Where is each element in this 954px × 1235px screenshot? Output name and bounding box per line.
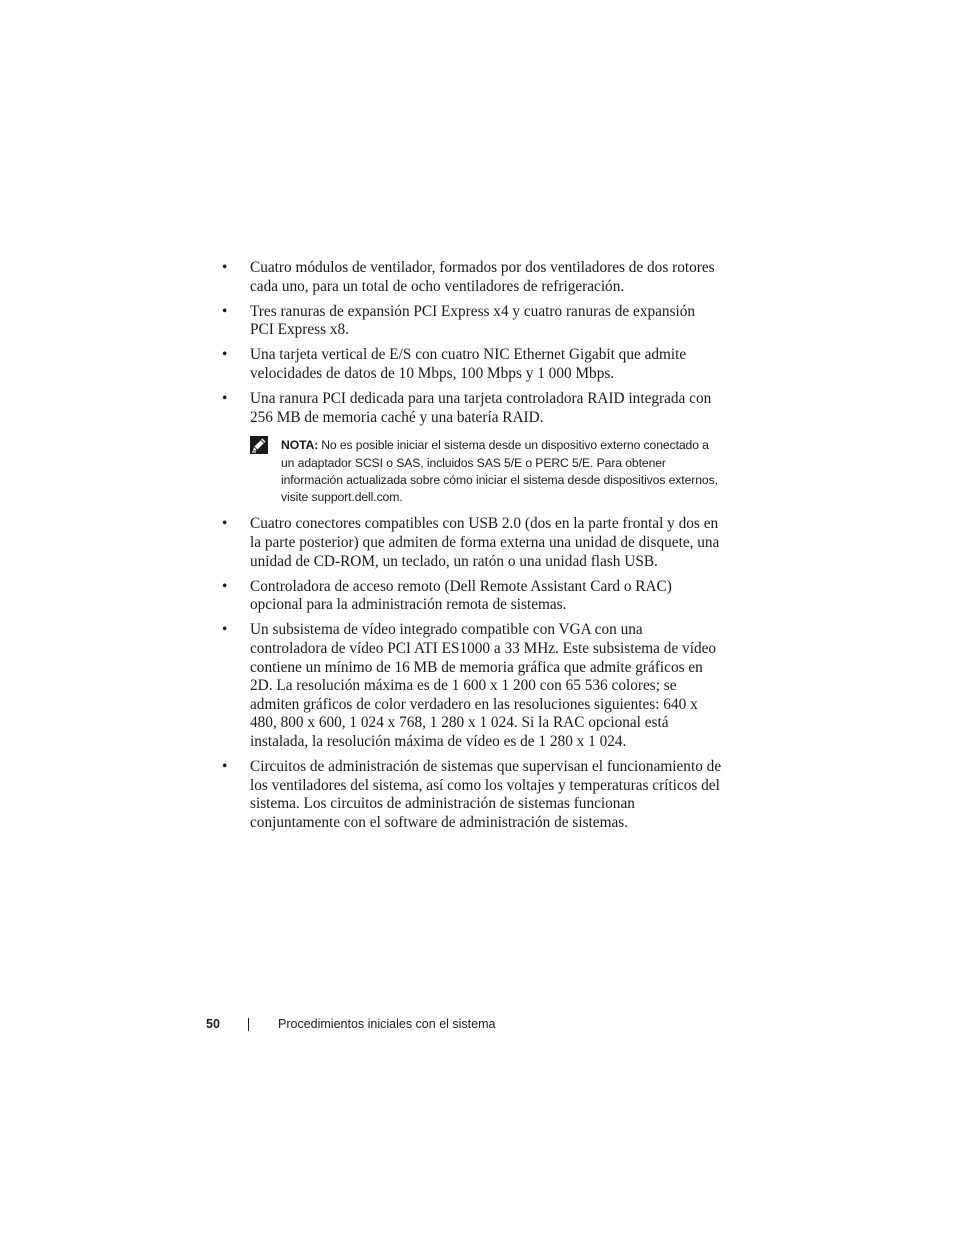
footer-section-title: Procedimientos iniciales con el sistema <box>278 1017 496 1031</box>
note-text: No es posible iniciar el sistema desde un dispositivo externo conectado a un adaptador SCSI o SAS, incluidos SAS 5/E o PERC 5/E. Para obtener información actualizada sobre cómo iniciar el sistema desde dispositivos externos, visite <box>281 438 718 505</box>
list-item-text: Cuatro módulos de ventilador, formados por dos ventiladores de dos rotores cada uno, para un total de ocho ventiladores de refrigeración. <box>250 259 715 295</box>
list-item <box>222 259 722 296</box>
support-link[interactable]: support.dell.com <box>311 490 400 505</box>
list-item <box>222 515 722 571</box>
bullet-marker: • <box>222 577 228 595</box>
footer-separator <box>248 1018 249 1031</box>
list-item <box>222 346 722 383</box>
list-item <box>222 621 722 751</box>
list-item <box>222 390 722 427</box>
list-item <box>222 758 722 832</box>
bullet-marker: • <box>222 390 228 408</box>
list-item-text: Controladora de acceso remoto (Dell Remote Assistant Card o RAC) opcional para la administración remota de sistemas. <box>250 577 672 614</box>
list-item-text: Una tarjeta vertical de E/S con cuatro NIC Ethernet Gigabit que admite velocidades de datos de 10 Mbps, 100 Mbps y 1 000 Mbps. <box>250 346 687 382</box>
main-content <box>222 259 722 839</box>
bullet-marker: • <box>222 346 228 364</box>
bullet-marker: • <box>222 259 228 276</box>
bullet-marker: • <box>222 515 228 533</box>
note-pencil-icon <box>249 435 269 455</box>
list-item-text: Cuatro conectores compatibles con USB 2.0 (dos en la parte frontal y dos en la parte posterior) que admiten de forma externa una unidad de disquete, una unidad de CD-ROM, un teclado, un ratón o una unidad flash USB. <box>250 515 720 570</box>
list-item <box>222 578 722 615</box>
note-end: . <box>399 490 403 505</box>
list-item-text: Circuitos de administración de sistemas que supervisan el funcionamiento de los ventiladores del sistema, así como los voltajes y temperaturas críticos del sistema. Los circuitos de administración de sistemas funcionan conjuntamente con el software de administración de sistemas. <box>250 758 722 831</box>
list-item <box>222 303 722 340</box>
note-label: NOTA: <box>281 438 319 453</box>
note-box <box>222 437 722 506</box>
bullet-marker: • <box>222 621 228 639</box>
bullet-marker: • <box>222 302 228 320</box>
list-item-text: Un subsistema de vídeo integrado compatible con VGA con una controladora de vídeo PCI ATI ES1000 a 33 MHz. Este subsistema de vídeo contiene un mínimo de 16 MB de memoria gráfica que admite gráficos en 2D. La resolución máxima es de 1 600 x 1 200 con 65 536 colores; se admiten gráficos de color verdadero en las resoluciones siguientes: 640 x 480, 800 x 600, 1 024 x 768, 1 280 x 1 024. Si la RAC opcional está instalada, la resolución máxima de vídeo es de 1 280 x 1 024. <box>250 621 717 750</box>
page-number: 50 <box>206 1017 220 1031</box>
list-item-text: Una ranura PCI dedicada para una tarjeta controladora RAID integrada con 256 MB de memoria caché y una batería RAID. <box>250 390 712 426</box>
list-item-text: Tres ranuras de expansión PCI Express x4 y cuatro ranuras de expansión PCI Express x8. <box>250 302 696 339</box>
bullet-marker: • <box>222 758 228 776</box>
